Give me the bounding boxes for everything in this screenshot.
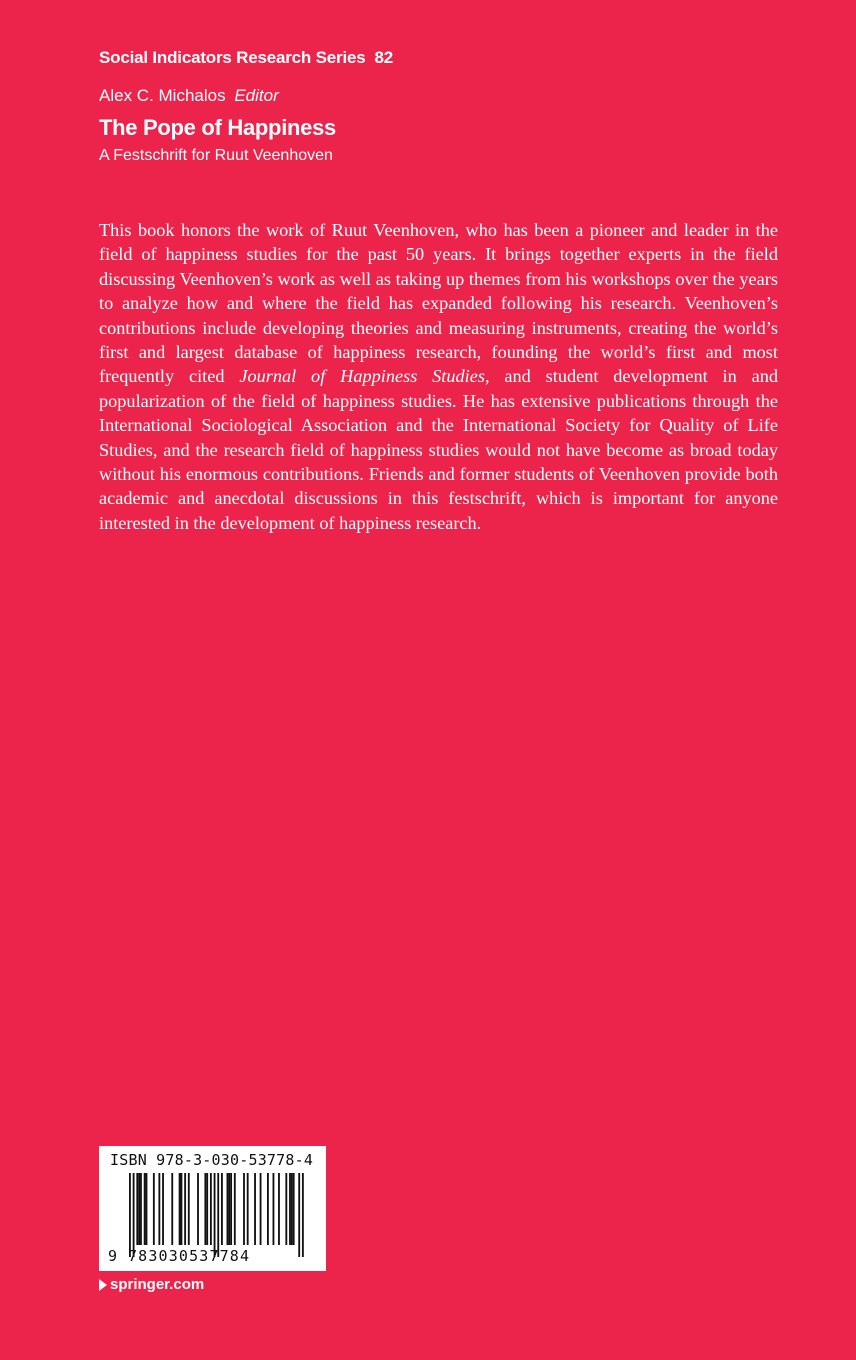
barcode-bar [214,1173,216,1257]
book-description [99,218,778,535]
barcode-bar [138,1173,140,1245]
barcode-bar [181,1173,183,1245]
publisher-label: springer.com [110,1276,205,1293]
barcode-bar [291,1173,293,1245]
description-part-2: , and student development in and popularization of the field of happiness studies. He has extensive publications through the International Sociological Association and the International Society for Quality of Life Studies, and the research field of happiness studies would not have become as broad today without his enormous contributions. Friends and former students of Veenhoven provide both academic and anecdotal discussions in this festschrift, which is important for anyone interested in the development of happiness research. [99,366,779,533]
barcode-bar [210,1173,212,1245]
barcode-bar [273,1173,275,1245]
barcode-bar [302,1173,304,1257]
barcode-bar [197,1173,199,1245]
barcode-digits: 783030537784 [128,1247,251,1265]
barcode-bar [227,1173,229,1245]
editor-line [99,86,279,106]
barcode-bar [267,1173,269,1245]
barcode-bar [217,1173,219,1257]
barcode-bar [243,1173,245,1245]
barcode-bar [204,1173,206,1245]
barcode-bar [206,1173,208,1245]
editor-role: Editor [234,86,279,105]
barcode-bar [230,1173,232,1245]
series-number: 82 [374,48,393,67]
series-name: Social Indicators Research Series [99,48,366,67]
barcode-lead-digit: 9 [108,1247,118,1265]
barcode-bar [144,1173,146,1245]
barcode-bar [188,1173,190,1245]
barcode-bar [247,1173,249,1245]
barcode-bar [153,1173,155,1245]
barcode-bar [293,1173,295,1245]
barcode-bar [184,1173,186,1245]
description-part-1: This book honors the work of Ruut Veenhoven, who has been a pioneer and leader in the field of happiness studies for the past 50 years. It brings together experts in the field discussing Veenhoven’s work as well as taking up themes from his workshops over the years to analyze how and where the field has expanded following his research. Veenhoven’s contributions include developing theories and measuring instruments, creating the world’s first and largest database of happiness research, founding the world’s first and most frequently cited [99,220,778,387]
barcode-bar [298,1173,300,1257]
editor-name: Alex C. Michalos [99,86,226,105]
barcode-bar [260,1173,262,1245]
barcode-bar [146,1173,148,1245]
barcode-bar [133,1173,135,1257]
barcode-bar [278,1173,280,1245]
book-subtitle: A Festschrift for Ruut Veenhoven [99,147,333,164]
barcode-bar [129,1173,131,1257]
barcode-bar [158,1173,160,1245]
barcode-bar [171,1173,173,1245]
barcode-bar [228,1173,230,1245]
journal-title: Journal of Happiness Studies [239,366,485,387]
isbn-label: ISBN 978-3-030-53778-4 [110,1151,314,1169]
barcode-bar [179,1173,181,1245]
barcode-bar [140,1173,142,1245]
publisher-link[interactable] [99,1276,204,1293]
barcode-bar [136,1173,138,1245]
barcode-bar [221,1173,223,1245]
barcode-bar [162,1173,164,1245]
barcode-bar [254,1173,256,1245]
book-title: The Pope of Happiness [99,115,336,140]
isbn-barcode [99,1146,326,1271]
play-arrow-icon [99,1279,107,1291]
barcode-bar [289,1173,291,1245]
series-line [99,48,393,68]
barcode-bar [234,1173,236,1245]
barcode-bar [285,1173,287,1245]
